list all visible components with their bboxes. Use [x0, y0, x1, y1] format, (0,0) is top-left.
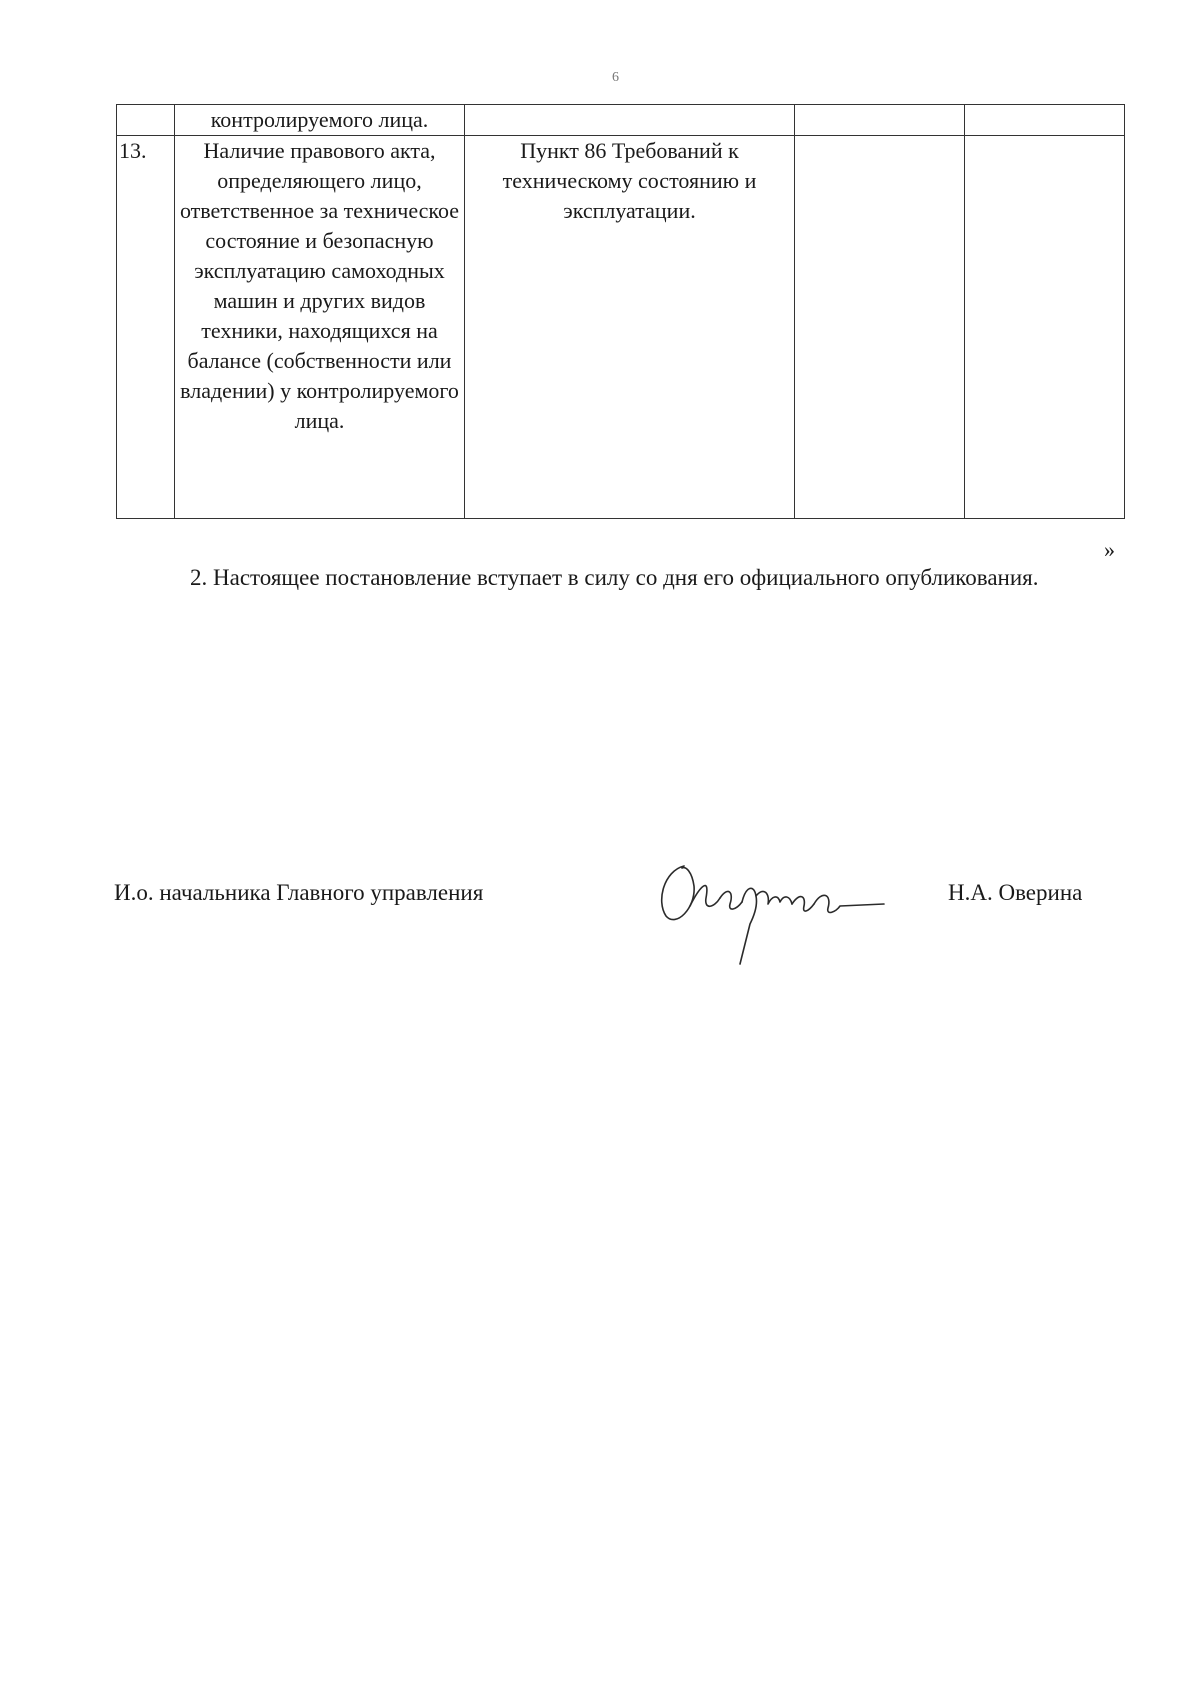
note-cell [965, 105, 1125, 136]
table-row [117, 105, 1125, 136]
note-cell [965, 136, 1125, 519]
closing-quote: » [1104, 537, 1115, 562]
requirements-table [116, 104, 1125, 519]
page-number: 6 [612, 70, 619, 85]
reference-cell: Пункт 86 Требований к техническому состоянию и эксплуатации. [465, 136, 795, 519]
handwritten-signature [644, 846, 894, 966]
answer-cell [795, 136, 965, 519]
row-number: 13. [117, 136, 175, 519]
requirement-cell: Наличие правового акта, определяющего лицо, ответственное за техническое состояние и безопасную эксплуатацию самоходных машин и других видов техники, находящихся на балансе (собственности или владении) у контролируемого лица. [175, 136, 465, 519]
answer-cell [795, 105, 965, 136]
effective-date-paragraph: 2. Настоящее постановление вступает в силу со дня его официального опубликования. [190, 565, 1039, 590]
row-number [117, 105, 175, 136]
signatory-name: Н.А. Оверина [948, 880, 1083, 905]
table-row [117, 136, 1125, 519]
signatory-title: И.о. начальника Главного управления [114, 880, 484, 905]
requirement-cell: контролируемого лица. [175, 105, 465, 136]
reference-cell [465, 105, 795, 136]
